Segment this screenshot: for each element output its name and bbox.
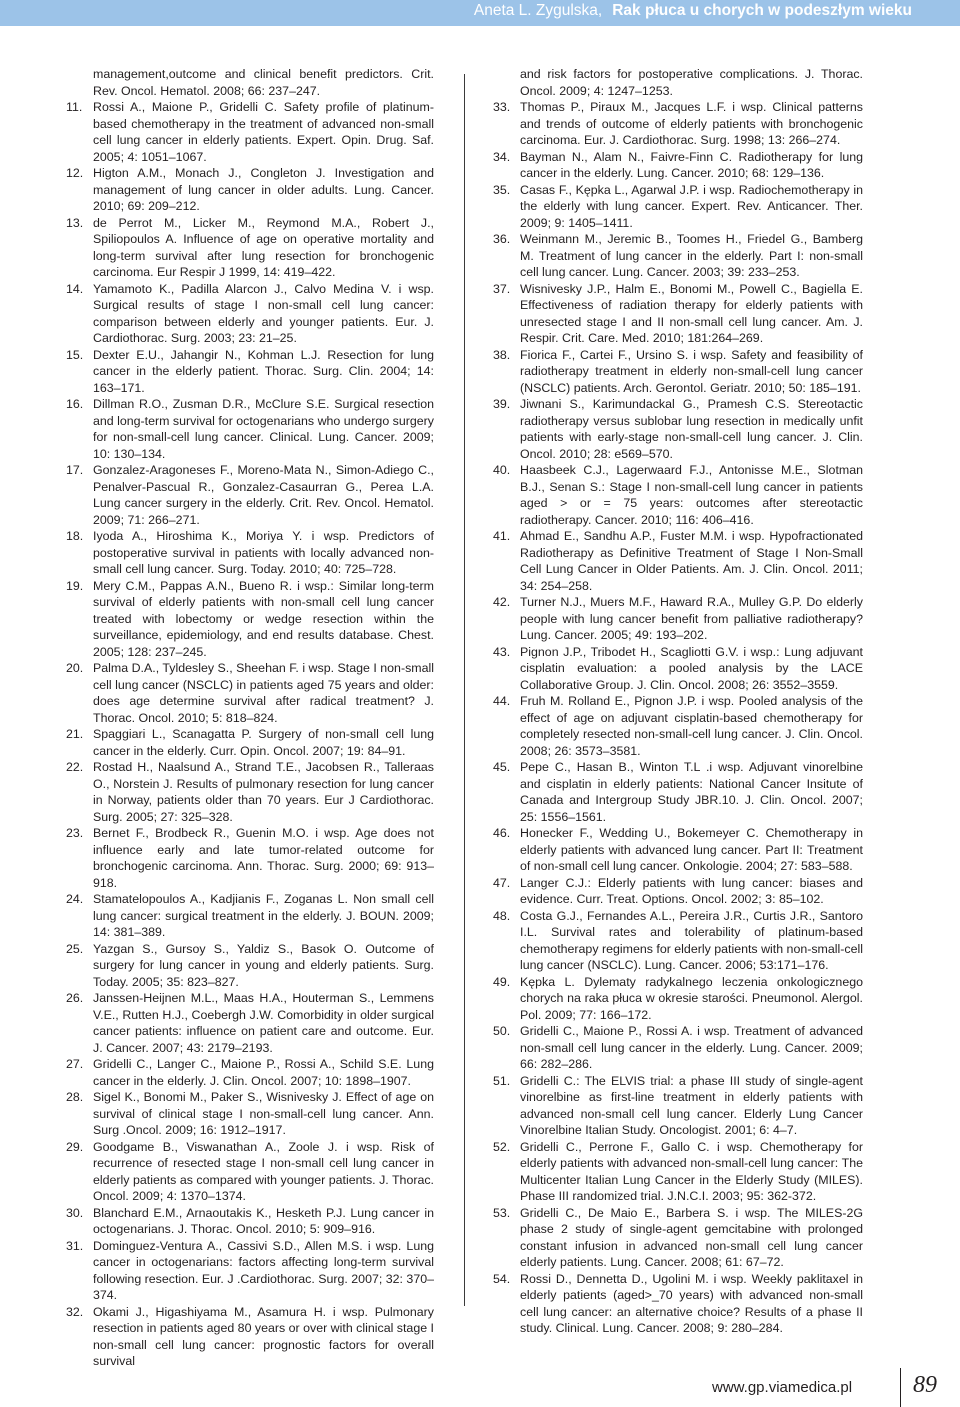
reference-item [66, 347, 434, 397]
reference-text: Bayman N., Alam N., Faivre-Finn C. Radiotherapy for lung cancer in the elderly. Lung. Cancer. 2010; 68: 129–136. [520, 149, 863, 180]
reference-text: Bernet F., Brodbeck R., Guenin M.O. i wsp. Age does not influence early and late tumor-related outcome for bronchogenic carcinoma. Ann. Thorac. Surg. 2000; 69: 913–918. [93, 826, 434, 890]
reference-item [493, 281, 863, 347]
column-divider [464, 74, 465, 1306]
reference-text: Gridelli C., De Maio E., Barbera S. i wsp. The MILES-2G phase 2 study of single-agent gemcitabine with prolonged constant infusion in advanced non-small cell lung cancer elderly patients. Lung. Cancer. 2008; 61: 67–72. [520, 1205, 863, 1269]
reference-item [66, 825, 434, 891]
reference-text: Yazgan S., Gursoy S., Yaldiz S., Basok O. Outcome of surgery for lung cancer in young and elderly patients. Surg. Today. 2005; 35: 823–827. [93, 941, 434, 989]
reference-text: Janssen-Heijnen M.L., Maas H.A., Houterman S., Lemmens V.E., Rutten H.J., Coebergh J.W. Comorbidity in older surgical cancer patients: influence on patient care and outcome. Eur. J. Cancer. 2007; 43: 2179–2193. [93, 991, 434, 1055]
reference-item [493, 396, 863, 462]
reference-number: 34. [493, 149, 511, 164]
reference-item [493, 875, 863, 908]
reference-item [493, 231, 863, 281]
reference-item [493, 528, 863, 594]
reference-number: 28. [66, 1090, 84, 1104]
reference-number: 37. [493, 281, 511, 296]
reference-item [66, 165, 434, 215]
reference-text: Ahmad E., Sandhu A.P., Fuster M.M. i wsp. Hypofractionated Radiotherapy as Definitive Treatment of Stage I Non-Small Cell Lung Cancer in Older Patients. Am. J. Clin. Oncol. 2011; 34: 254–258. [520, 529, 863, 593]
reference-number: 40. [493, 463, 511, 477]
reference-item [66, 99, 434, 165]
header-title: Rak płuca u chorych w podeszłym wieku [612, 2, 912, 19]
reference-text: Rossi D., Dennetta D., Ugolini M. i wsp. Weekly paklitaxel in elderly patients (aged>_70 years) with advanced non-small cell lung cancer: an alternative choice? Results of a phase II study. Clinical. Lung. Cancer. 2008; 9: 280–284. [520, 1271, 863, 1335]
reference-number: 25. [66, 941, 84, 956]
reference-item [493, 693, 863, 759]
reference-text: Costa G.J., Fernandes A.L., Pereira J.R., Curtis J.R., Santoro I.L. Survival rates and tolerability of platinum-based chemotherapy regimens for elderly patients with non-small-cell lung cancer (NSCLC). Lung. Cancer. 2006; 53:171–176. [520, 908, 863, 972]
reference-text: Gridelli C.: The ELVIS trial: a phase III study of single-agent vinorelbine as first-line treatment in elderly patients with advanced non-small cell lung cancer. Elderly Lung Cancer Vinorelbine Italian Study. Oncologist. 2001; 6: 4–7. [520, 1073, 863, 1137]
reference-item [493, 1023, 863, 1073]
reference-number: 21. [66, 727, 84, 741]
reference-number: 39. [493, 397, 511, 411]
reference-item [66, 726, 434, 759]
reference-continuation: and risk factors for postoperative complications. J. Thorac. Oncol. 2009; 4: 1247–1253. [520, 67, 863, 98]
reference-number: 47. [493, 875, 511, 890]
reference-number: 18. [66, 529, 84, 543]
reference-number: 38. [493, 347, 511, 362]
reference-text: Gridelli C., Maione P., Rossi A. i wsp. Treatment of advanced non-small cell lung cancer in the elderly. Lung. Cancer. 2009; 66: 282–286. [520, 1024, 863, 1071]
reference-number: 12. [66, 166, 84, 180]
reference-text: Palma D.A., Tyldesley S., Sheehan F. i wsp. Stage I non-small cell lung cancer (NSCLC) in patients aged 75 years and older: does age determine survival after radical treatment? J. Thorac. Oncol. 2010; 5: 818–824. [93, 661, 434, 725]
reference-item [493, 1139, 863, 1205]
reference-number: 36. [493, 232, 511, 246]
reference-text: Rostad H., Naalsund A., Strand T.E., Jacobsen R., Talleraas O., Norstein J. Results of pulmonary resection for lung cancer in Norway, patients older than 70 years. Eur J Cardiothorac. Surg. 2005; 27: 325–328. [93, 760, 434, 824]
reference-number: 11. [66, 100, 83, 114]
reference-text: Turner N.J., Muers M.F., Haward R.A., Mulley G.P. Do elderly people with lung cancer benefit from palliative radiotherapy? Lung. Cancer. 2005; 49: 193–202. [520, 595, 863, 642]
reference-item [66, 1089, 434, 1139]
reference-item [66, 1056, 434, 1089]
reference-number: 15. [66, 347, 84, 362]
reference-number: 16. [66, 397, 84, 411]
reference-text: Dexter E.U., Jahangir N., Kohman L.J. Resection for lung cancer in the elderly patient. Thorac. Surg. Clin. 2004; 14: 163–171. [93, 347, 434, 395]
footer-url: www.gp.viamedica.pl [712, 1379, 853, 1396]
reference-number: 24. [66, 892, 84, 906]
reference-number: 32. [66, 1304, 84, 1319]
reference-text: Gridelli C., Perrone F., Gallo C. i wsp. Chemotherapy for elderly patients with advanced non-small-cell lung cancer: The Multicenter Italian Lung Cancer in the Elderly Study (MILES). Phase III randomized trial. J.N.C.I. 2003; 95: 362-372. [520, 1139, 863, 1203]
reference-number: 14. [66, 281, 84, 296]
reference-item [493, 347, 863, 397]
reference-item [66, 759, 434, 825]
reference-number: 45. [493, 760, 511, 774]
reference-item [66, 281, 434, 347]
footer-divider [900, 1368, 901, 1407]
reference-text: Iyoda A., Hiroshima K., Moriya Y. i wsp. Predictors of postoperative survival in patients with locally advanced non-small cell lung cancer. Surg. Today. 2010; 40: 725–728. [93, 529, 434, 576]
header-author: Aneta L. Zygulska, [473, 2, 603, 19]
reference-item [493, 825, 863, 875]
reference-text: Honecker F., Wedding U., Bokemeyer C. Chemotherapy in elderly patients with advanced lung cancer. Part II: Treatment of non-small cell lung cancer. Onkologie. 2004; 27: 583–588. [520, 826, 863, 873]
reference-number: 42. [493, 595, 511, 609]
reference-number: 44. [493, 694, 511, 708]
reference-item [493, 1271, 863, 1337]
reference-item [66, 990, 434, 1056]
reference-text: Rossi A., Maione P., Gridelli C. Safety profile of platinum-based chemotherapy in the treatment of advanced non-small cell lung cancer in elderly patients. Expert. Opin. Drug. Saf. 2005; 4: 1051–1067. [93, 100, 434, 164]
reference-text: Haasbeek C.J., Lagerwaard F.J., Antonisse M.E., Slotman B.J., Senan S.: Stage I non-small-cell lung cancer in patients aged > or = 75 years: outcomes after stereotactic radiotherapy. Cancer. 2010; 116: 406–416. [520, 463, 863, 527]
reference-number: 53. [493, 1205, 511, 1220]
reference-number: 41. [493, 529, 511, 543]
right-reference-column [493, 66, 863, 1337]
reference-text: Fruh M. Rolland E., Pignon J.P. i wsp. Pooled analysis of the effect of age on adjuvant cisplatin-based chemotherapy for completely resected non-small-cell lung cancer. J. Clin. Oncol. 2008; 26: 3573–3581. [520, 694, 863, 758]
reference-text: Higton A.M., Monach J., Congleton J. Investigation and management of lung cancer in older adults. Lung. Cancer. 2010; 69: 209–212. [93, 166, 434, 213]
reference-number: 19. [66, 578, 84, 593]
reference-number: 54. [493, 1271, 511, 1286]
reference-text: Fiorica F., Cartei F., Ursino S. i wsp. Safety and feasibility of radiotherapy treatment in elderly non-small-cell lung cancer (NSCLC) patients. Arch. Gerontol. Geriatr. 2010; 50: 185–191. [520, 347, 863, 395]
reference-number: 46. [493, 826, 511, 840]
reference-text: Thomas P., Piraux M., Jacques L.F. i wsp. Clinical patterns and trends of outcome of elderly patients with bronchogenic carcinoma. Eur. J. Cardiothorac. Surg. 1998; 13: 266–274. [520, 100, 863, 147]
reference-item [66, 1304, 434, 1370]
reference-number: 52. [493, 1139, 511, 1154]
reference-number: 35. [493, 182, 511, 197]
reference-number: 29. [66, 1139, 84, 1154]
reference-item [493, 462, 863, 528]
reference-text: Yamamoto K., Padilla Alarcon J., Calvo Medina V. i wsp. Surgical results of stage I non-small cell lung cancer: comparison between elderly and younger patients. Eur. J. Cardiothorac. Surg. 2003; 23: 21–25. [93, 281, 434, 345]
reference-item [66, 660, 434, 726]
reference-text: Okami J., Higashiyama M., Asamura H. i wsp. Pulmonary resection in patients aged 80 years or over with clinical stage I non-small cell lung cancer: prognostic factors for overall survival [93, 1304, 434, 1368]
page-number: 89 [913, 1372, 937, 1398]
reference-item [493, 974, 863, 1024]
reference-text: Dillman R.O., Zusman D.R., McClure S.E. Surgical resection and long-term survival for octogenarians who undergo surgery for non-small-cell lung cancer. Clinical. Lung. Cancer. 2009; 10: 130–134. [93, 397, 434, 461]
reference-number: 20. [66, 661, 84, 675]
reference-text: Gridelli C., Langer C., Maione P., Rossi A., Schild S.E. Lung cancer in the elderly. J. Clin. Oncol. 2007; 10: 1898–1907. [93, 1057, 434, 1088]
reference-text: Gonzalez-Aragoneses F., Moreno-Mata N., Simon-Adiego C., Penalver-Pascual R., Gonzalez-Casaurran G., Perea L.A. Lung cancer surgery in the elderly. Crit. Rev. Oncol. Hematol. 2009; 71: 266–271. [93, 463, 434, 527]
reference-number: 30. [66, 1205, 84, 1220]
reference-text: Weinmann M., Jeremic B., Toomes H., Friedel G., Bamberg M. Treatment of lung cancer in the elderly. Part I: non-small cell lung cancer. Lung. Cancer. 2003; 39: 233–253. [520, 232, 863, 279]
reference-number: 27. [66, 1057, 84, 1071]
reference-number: 43. [493, 644, 511, 659]
reference-item [493, 182, 863, 232]
reference-number: 22. [66, 760, 84, 774]
reference-text: Kępka L. Dylematy radykalnego leczenia onkologicznego chorych na raka płuca w okresie starości. Pneumonol. Alergol. Pol. 2009; 77: 166–172. [520, 974, 863, 1022]
reference-item [66, 578, 434, 661]
reference-number: 13. [66, 215, 84, 230]
reference-item [493, 759, 863, 825]
reference-item [66, 396, 434, 462]
reference-continuation: management,outcome and clinical benefit predictors. Crit. Rev. Oncol. Hematol. 2008; 66: 237–247. [93, 67, 434, 98]
reference-item [66, 1238, 434, 1304]
reference-text: Pepe C., Hasan B., Winton T.L .i wsp. Adjuvant vinorelbine and cisplatin in elderly patients: National Cancer Insitute of Canada and Intergroup Study JBR.10. J. Clin. Oncol. 2007; 25: 1556–1561. [520, 760, 863, 824]
reference-item [66, 462, 434, 528]
reference-item [66, 1139, 434, 1205]
reference-number: 23. [66, 826, 84, 840]
reference-item [66, 528, 434, 578]
reference-item [493, 1073, 863, 1139]
left-reference-column [66, 66, 434, 1370]
reference-text: Jiwnani S., Karimundackal G., Pramesh C.S. Stereotactic radiotherapy versus sublobar lung resection in medically unfit patients with early-stage non-small-cell lung cancer. J. Clin. Oncol. 2010; 28: e569–570. [520, 397, 863, 461]
reference-text: de Perrot M., Licker M., Reymond M.A., Robert J., Spiliopoulos A. Influence of age on operative mortality and long-term survival after lung resection for bronchogenic carcinoma. Eur Respir J 1999, 14: 419–422. [93, 215, 434, 279]
reference-number: 50. [493, 1024, 511, 1038]
reference-item [66, 1205, 434, 1238]
reference-number: 26. [66, 991, 84, 1005]
reference-text: Goodgame B., Viswanathan A., Zoole J. i wsp. Risk of recurrence of resected stage I non-small cell lung cancer in elderly patients as compared with younger patients. J. Thorac. Oncol. 2009; 4: 1370–1374. [93, 1139, 434, 1203]
reference-text: Wisnivesky J.P., Halm E., Bonomi M., Powell C., Bagiella E. Effectiveness of radiation therapy for elderly patients with unresected stage I and II non-small cell lung cancer. Am. J. Respir. Crit. Care. Med. 2010; 181:264–269. [520, 281, 863, 345]
reference-number: 51. [493, 1073, 511, 1088]
reference-item [493, 908, 863, 974]
reference-number: 49. [493, 974, 511, 989]
reference-item [66, 941, 434, 991]
reference-number: 48. [493, 908, 511, 923]
reference-text: Stamatelopoulos A., Kadjianis F., Zoganas L. Non small cell lung cancer: surgical treatment in the elderly. J. BOUN. 2009; 14: 381–389. [93, 892, 434, 939]
reference-item [493, 149, 863, 182]
reference-item [493, 1205, 863, 1271]
reference-item [493, 644, 863, 694]
reference-item [66, 891, 434, 941]
reference-number: 17. [66, 463, 84, 477]
reference-text: Langer C.J.: Elderly patients with lung cancer: biases and evidence. Curr. Treat. Options. Oncol. 2002; 3: 85–102. [520, 875, 863, 906]
reference-text: Casas F., Kępka L., Agarwal J.P. i wsp. Radiochemotherapy in the elderly with lung cancer. Expert. Rev. Anticancer. Ther. 2009; 9: 1405–1411. [520, 182, 863, 230]
reference-text: Mery C.M., Pappas A.N., Bueno R. i wsp.: Similar long-term survival of elderly patients with non-small cell lung cancer treated with lobectomy or wedge resection within the surveillance, epidemiology, and end results database. Chest. 2005; 128: 237–245. [93, 578, 434, 659]
reference-item [493, 99, 863, 149]
reference-item [493, 594, 863, 644]
reference-number: 31. [66, 1238, 84, 1253]
reference-text: Sigel K., Bonomi M., Paker S., Wisnivesky J. Effect of age on survival of clinical stage I non-small-cell lung cancer. Ann. Surg .Oncol. 2009; 16: 1912–1917. [93, 1090, 434, 1137]
reference-text: Pignon J.P., Tribodet H., Scagliotti G.V. i wsp.: Lung adjuvant cisplatin evaluation: a pooled analysis by the LACE Collaborative Group. J. Clin. Oncol. 2008; 26: 3552–3559. [520, 644, 863, 692]
reference-text: Blanchard E.M., Arnaoutakis K., Hesketh P.J. Lung cancer in octogenarians. J. Thorac. Oncol. 2010; 5: 909–916. [93, 1205, 434, 1236]
reference-text: Spaggiari L., Scanagatta P. Surgery of non-small cell lung cancer in the elderly. Curr. Opin. Oncol. 2007; 19: 84–91. [93, 727, 434, 758]
running-header [474, 2, 912, 20]
reference-item [66, 215, 434, 281]
reference-text: Dominguez-Ventura A., Cassivi S.D., Allen M.S. i wsp. Lung cancer in octogenarians: factors affecting long-term survival following resection. Eur. J .Cardiothorac. Surg. 2007; 32: 370–374. [93, 1238, 434, 1302]
reference-number: 33. [493, 100, 511, 114]
